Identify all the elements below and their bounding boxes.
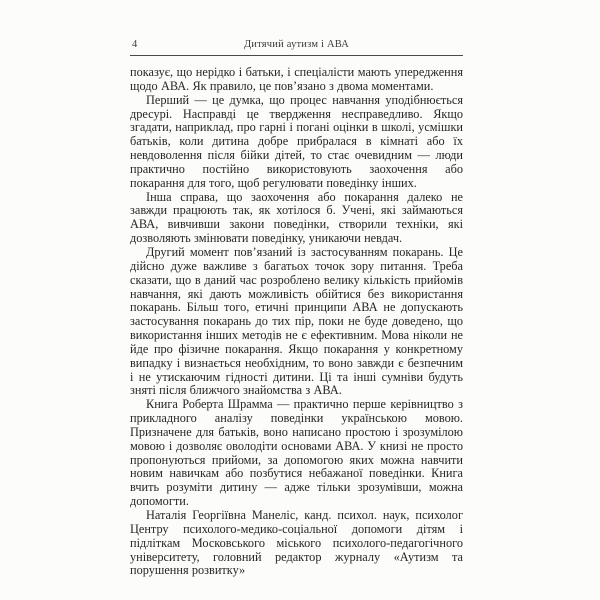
paragraph: Другий момент пов’язаний із застосуванням покарань. Це дійсно дуже важливе з багатьох точок зору питання. Треба сказати, що в даний час розроблено велику кількість прийомів навчання, які дають можливість обійтися без використання покарань. Більш того, етичні принципи АВА не допускають застосування покарань до тих пір, поки не буде доведено, що використання інших методів не є ефективним. Мова ніколи не йде про фізичне покарання. Якщо покарання у конкретному випадку і визнається необхідним, то воно завжди є безпечним і не утискаючим гідності дитини. Ці та інші сумніви будуть зняті після ближчого знайомства з АВА. bbox=[130, 244, 463, 398]
running-title: Дитячий аутизм і АВА bbox=[243, 39, 350, 50]
paragraph: Інша справа, що заохочення або покарання далеко не завжди працюють так, як хотілося б. Учені, які займаються АВА, вивчивши закони поведінки, створили техніки, які дозволяють змінювати поведінку, уникаючи невдач. bbox=[130, 189, 463, 246]
page-content bbox=[130, 38, 463, 578]
paragraph-continuation: показує, що нерідко і батьки, і спеціалісти мають упередження щодо АВА. Як правило, це пов’язано з двома моментами. bbox=[130, 65, 463, 93]
paragraph: Перший — це думка, що процес навчання уподібнюється дресурі. Насправді це твердження несправедливо. Якщо згадати, наприклад, про гарні і погані оцінки в школі, усмішки батьків, коли дитина добре прибралася в кімнаті або їх невдоволення після бійки дітей, то стає очевидним — люди практично постійно використовують заохочення або покарання для того, щоб регулювати поведінку інших. bbox=[130, 92, 463, 190]
page-number: 4 bbox=[132, 39, 138, 50]
header-rule bbox=[130, 55, 463, 56]
paragraph-author-credit: Наталія Георгіївна Манеліс, канд. психол. наук, психолог Центру психолого-медико-соціальної допомоги дітям і підліткам Московського міського психолого-педагогічного університету, головний редактор журналу «Аутизм та порушення розвитку» bbox=[130, 508, 463, 578]
paragraph: Книга Роберта Шрамма — практично перше керівництво з прикладного аналізу поведінки українською мовою. Призначене для батьків, воно написано простою і зрозумілою мовою і дозволяє оволодіти основами АВА. У книзі не просто пропонуються прийоми, за допомогою яких можна навчити новим навичкам або позбутися небажаної поведінки. Книга вчить розуміти дитину — адже тільки зрозумівши, можна допомогти. bbox=[130, 397, 463, 509]
body-text bbox=[130, 66, 463, 578]
running-head bbox=[130, 38, 463, 52]
